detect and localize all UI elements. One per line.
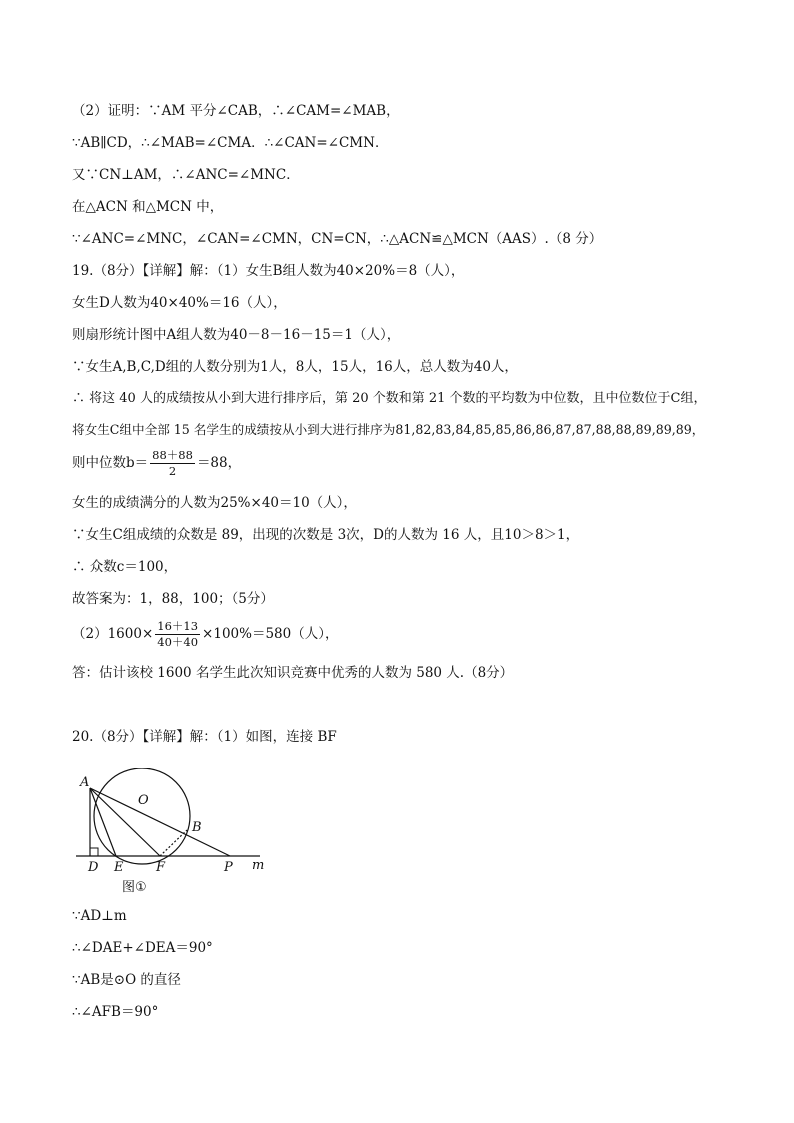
figure-caption: 图① [122,880,147,895]
q19-line-8: 女生的成绩满分的人数为25%×40＝10（人）， [72,495,357,511]
q20-line-4: ∵AB是⊙O 的直径 [72,972,181,988]
median-suffix: ＝88， [196,455,242,471]
q19-line-5: ∴ 将这 40 人的成绩按从小到大进行排序后，第 20 个数和第 21 个数的平均数为中位数，且中位数位于C组， [72,391,707,406]
label-p: P [224,860,233,875]
estimate-suffix: ×100%＝580（人）， [202,626,339,642]
q19-estimate-line [72,616,338,652]
median-numerator: 88＋88 [152,448,193,462]
estimate-denominator: 40＋40 [157,635,199,649]
label-o: O [138,793,149,808]
label-a: A [80,775,90,790]
label-b: B [192,820,202,835]
q20-line-5: ∴∠AFB＝90° [72,1004,159,1020]
median-denominator: 2 [168,464,177,478]
q20-header: 20.（8分）【详解】解：（1）如图，连接 BF [72,729,337,745]
q18-line-4: 在△ACN 和△MCN 中， [72,199,224,215]
segment-af [90,788,160,856]
estimate-fraction [155,619,200,650]
q20-line-2: ∵AD⊥m [72,908,127,924]
q18-line-5: ∵∠ANC=∠MNC，∠CAN=∠CMN，CN=CN，∴△ACN≌△MCN（AAS）.（8 分） [72,231,603,247]
q19-line-11: 故答案为：1，88，100；（5分） [72,591,274,607]
estimate-prefix: （2）1600× [72,626,154,642]
q19-answer: 答：估计该校 1600 名学生此次知识竞赛中优秀的人数为 580 人.（8分） [72,665,514,681]
q19-line-10: ∴ 众数c＝100， [72,559,178,575]
q18-line-1: （2）证明：∵AM 平分∠CAB，∴∠CAM=∠MAB， [72,103,400,119]
segment-ap [90,788,230,856]
label-e: E [114,860,124,875]
q19-line-4: ∵女生A,B,C,D组的人数分别为1人，8人，15人，16人，总人数为40人， [72,359,518,375]
median-prefix: 则中位数b＝ [72,455,149,471]
q19-line-9: ∵女生C组成绩的众数是 89，出现的次数是 3次，D的人数为 16 人，且10＞8＞1， [72,527,580,543]
q19-line-6: 将女生C组中全部 15 名学生的成绩按从小到大进行排序为81,82,83,84,85,85,86,86,87,87,88,88,89,89,89， [72,422,705,437]
median-fraction [150,448,195,479]
q19-line-2: 女生D人数为40×40%＝16（人）， [72,295,287,311]
geometry-figure [72,768,272,898]
label-m: m [252,858,265,873]
q19-line-3: 则扇形统计图中A组人数为40－8－16－15＝1（人）， [72,327,401,343]
right-angle-mark [90,848,98,856]
label-f: F [156,860,166,875]
estimate-numerator: 16＋13 [157,619,199,633]
q20-line-3: ∴∠DAE+∠DEA＝90° [72,940,213,956]
q18-line-2: ∵AB∥CD，∴∠MAB=∠CMA．∴∠CAN=∠CMN． [72,135,389,151]
q18-line-3: 又∵CN⊥AM，∴∠ANC=∠MNC． [72,167,300,183]
label-d: D [88,860,99,875]
circle-o [94,768,190,864]
q19-median-line [72,446,241,480]
q19-header: 19.（8分）【详解】解：（1）女生B组人数为40×20%＝8（人）， [72,263,465,279]
